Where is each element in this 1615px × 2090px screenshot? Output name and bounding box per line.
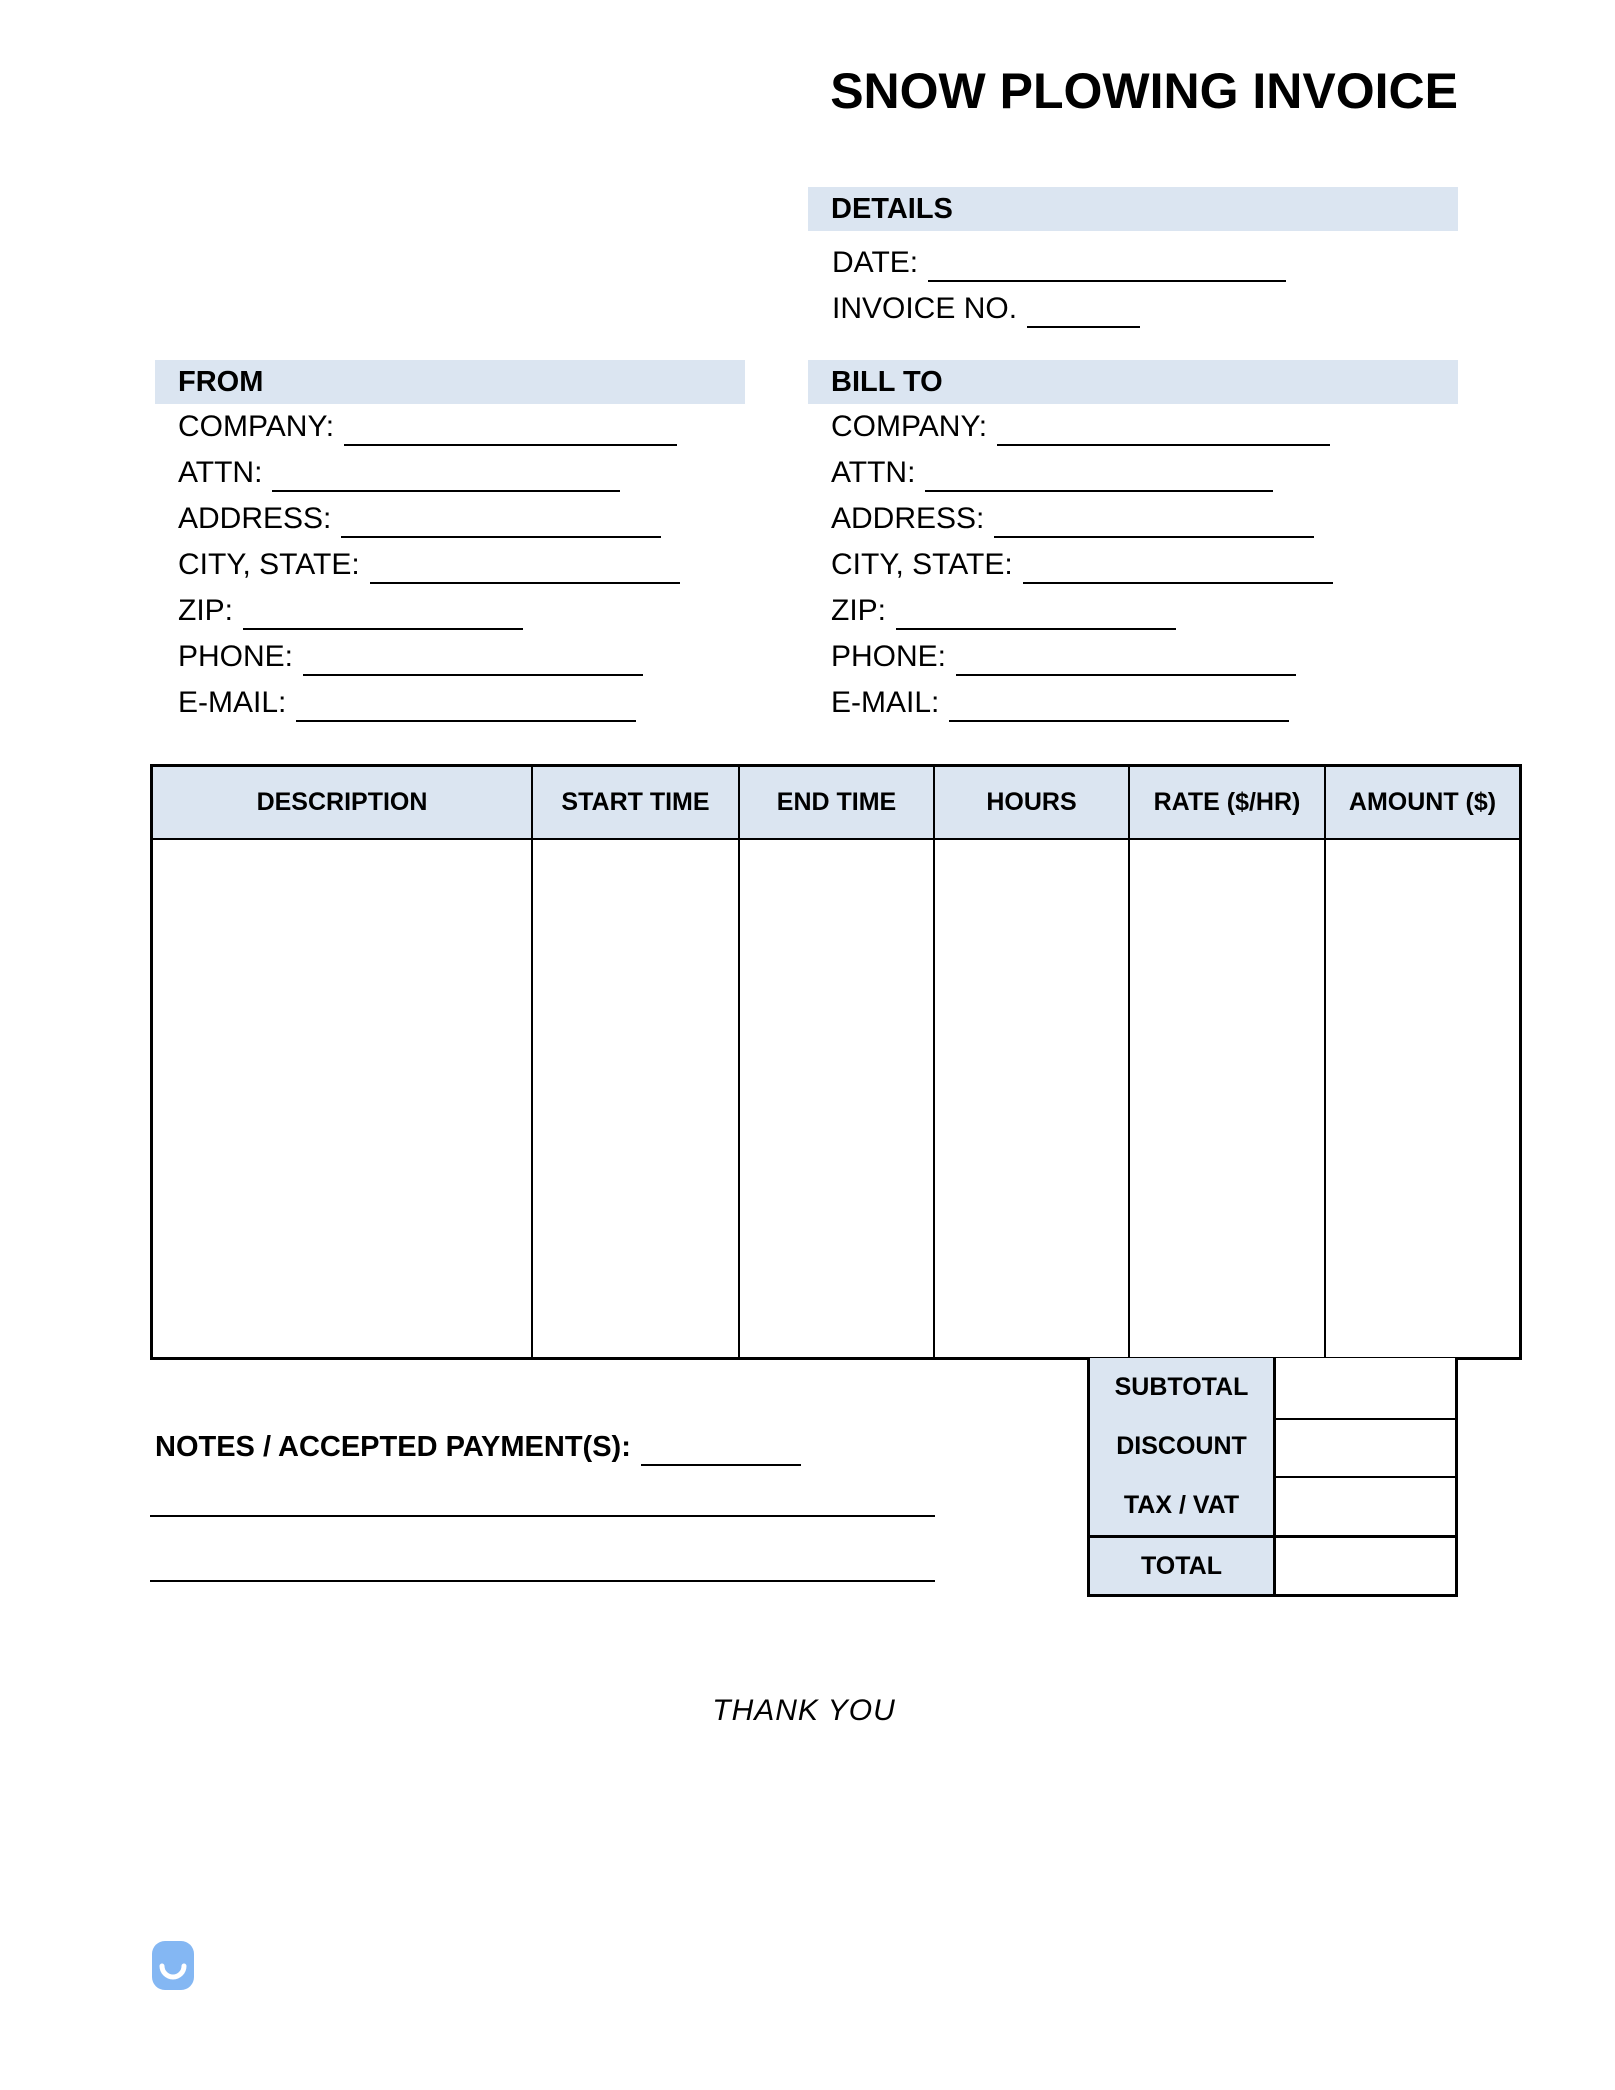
discount-value-cell[interactable] [1276,1420,1455,1478]
from-fields [178,404,680,726]
smile-logo-icon [152,1941,194,1990]
amount-cell[interactable] [1325,839,1521,1359]
summary-block [1087,1358,1458,1597]
notes-line-1[interactable] [150,1515,935,1517]
tax-vat-label: TAX / VAT [1123,1491,1240,1519]
date-input-line[interactable] [928,240,1286,282]
details-header-label: DETAILS [831,192,953,225]
subtotal-label: SUBTOTAL [1114,1373,1249,1401]
notes-row [155,1424,801,1470]
subtotal-value-cell[interactable] [1276,1358,1455,1420]
bill-to-address-label: ADDRESS: [831,502,985,535]
items-table-body-row [152,839,1521,1359]
date-label: DATE: [832,246,919,279]
column-header-hours: HOURS [934,766,1129,840]
from-attn-row [178,450,680,496]
bill-to-address-row [831,496,1333,542]
items-table-header-row [152,766,1521,840]
bill-to-company-input-line[interactable] [997,404,1330,446]
bill-to-company-label: COMPANY: [831,410,988,443]
invoice-no-input-line[interactable] [1027,286,1140,328]
bill-to-email-row [831,680,1333,726]
summary-labels-column [1090,1358,1276,1594]
details-fields [832,240,1286,332]
bill-to-address-input-line[interactable] [994,496,1314,538]
summary-values-column [1276,1358,1455,1594]
bill-to-phone-row [831,634,1333,680]
total-value-cell[interactable] [1276,1538,1455,1594]
tax-vat-value-cell[interactable] [1276,1478,1455,1538]
details-section-header [808,187,1458,231]
bill-to-header-label: BILL TO [831,365,943,398]
from-address-row [178,496,680,542]
bill-to-email-label: E-MAIL: [831,686,940,719]
start-time-cell[interactable] [532,839,739,1359]
from-email-row [178,680,680,726]
bill-to-city-state-input-line[interactable] [1023,542,1333,584]
from-zip-row [178,588,680,634]
column-header-start-time: START TIME [532,766,739,840]
column-header-rate: RATE ($/HR) [1129,766,1325,840]
column-header-amount: AMOUNT ($) [1325,766,1521,840]
from-address-input-line[interactable] [341,496,661,538]
bill-to-attn-row [831,450,1333,496]
bill-to-email-input-line[interactable] [949,680,1289,722]
from-phone-input-line[interactable] [303,634,643,676]
bill-to-city-state-label: CITY, STATE: [831,548,1013,581]
from-company-row [178,404,680,450]
bill-to-section-header [808,360,1458,404]
items-table [150,764,1522,1360]
from-email-input-line[interactable] [296,680,636,722]
bill-to-attn-label: ATTN: [831,456,916,489]
from-city-state-label: CITY, STATE: [178,548,360,581]
notes-line-2[interactable] [150,1580,935,1582]
discount-label: DISCOUNT [1116,1432,1247,1460]
from-email-label: E-MAIL: [178,686,287,719]
description-cell[interactable] [152,839,533,1359]
rate-cell[interactable] [1129,839,1325,1359]
notes-label: NOTES / ACCEPTED PAYMENT(S): [155,1431,631,1463]
from-phone-label: PHONE: [178,640,294,673]
thank-you-text: THANK YOU [712,1694,896,1727]
total-label: TOTAL [1090,1538,1273,1594]
column-header-end-time: END TIME [739,766,934,840]
from-zip-label: ZIP: [178,594,234,627]
from-company-input-line[interactable] [344,404,677,446]
invoice-no-label: INVOICE NO. [832,292,1018,325]
bill-to-attn-input-line[interactable] [925,450,1273,492]
from-attn-input-line[interactable] [272,450,620,492]
bill-to-zip-input-line[interactable] [896,588,1176,630]
hours-cell[interactable] [934,839,1129,1359]
bill-to-phone-label: PHONE: [831,640,947,673]
from-city-state-input-line[interactable] [370,542,680,584]
notes-input-line[interactable] [641,1424,801,1466]
from-zip-input-line[interactable] [243,588,523,630]
page-title: SNOW PLOWING INVOICE [830,63,1458,119]
summary-labels-group [1090,1358,1273,1538]
bill-to-fields [831,404,1333,726]
from-header-label: FROM [178,365,264,398]
invoice-no-row [832,286,1286,332]
date-row [832,240,1286,286]
bill-to-city-state-row [831,542,1333,588]
end-time-cell[interactable] [739,839,934,1359]
bill-to-phone-input-line[interactable] [956,634,1296,676]
from-attn-label: ATTN: [178,456,263,489]
column-header-description: DESCRIPTION [152,766,533,840]
bill-to-zip-row [831,588,1333,634]
from-city-state-row [178,542,680,588]
from-section-header [155,360,745,404]
from-phone-row [178,634,680,680]
bill-to-company-row [831,404,1333,450]
bill-to-zip-label: ZIP: [831,594,887,627]
from-company-label: COMPANY: [178,410,335,443]
from-address-label: ADDRESS: [178,502,332,535]
